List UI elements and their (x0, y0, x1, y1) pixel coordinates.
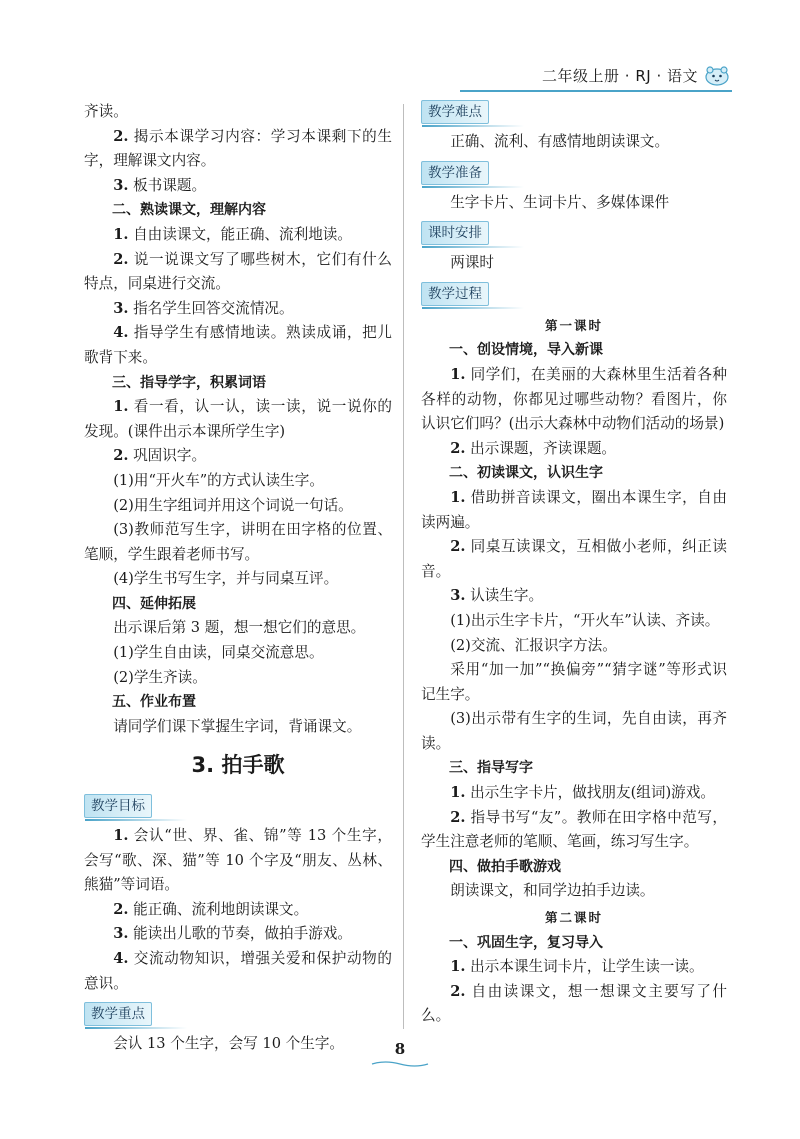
tag-teaching-preparation: 教学准备 (421, 161, 489, 185)
paragraph: (3)出示带有生字的生词，先自由读，再齐读。 (421, 710, 727, 752)
paragraph: 1. 借助拼音读课文，圈出本课生字，自由读两遍。 (421, 488, 727, 531)
section-heading: 二、初读课文，认识生字 (449, 465, 603, 482)
paragraph: 3. 指名学生回答交流情况。 (113, 299, 294, 317)
paragraph: 1. 同学们，在美丽的大森林里生活着各种各样的动物，你都见过哪些动物？看图片，你认识它们吗？(出示大森林中动物们活动的场景) (421, 365, 727, 433)
paragraph: (1)出示生字卡片，“开火车”认读、齐读。 (450, 611, 720, 629)
paragraph: 2. 说一说课文写了哪些树木，它们有什么特点，同桌进行交流。 (84, 250, 392, 293)
paragraph: 齐读。 (84, 103, 128, 120)
paragraph: 2. 能正确、流利地朗读课文。 (113, 900, 309, 918)
paragraph: 3. 板书课题。 (113, 176, 207, 194)
paragraph: (1)用“开火车”的方式认读生字。 (113, 471, 324, 489)
section-heading: 三、指导学字，积累词语 (112, 374, 266, 391)
paragraph: 2. 出示课题，齐读课题。 (450, 439, 617, 457)
paragraph: 请同学们课下掌握生字词，背诵课文。 (113, 717, 362, 735)
period-heading: 第二课时 (544, 910, 603, 926)
paragraph: (4)学生书写生字，并与同桌互评。 (113, 570, 339, 588)
paragraph: (2)学生齐读。 (113, 668, 207, 686)
paragraph: 4. 指导学生有感情地读。熟读成诵，把儿歌背下来。 (84, 324, 392, 366)
tag-teaching-difficulty: 教学难点 (421, 100, 489, 124)
paragraph: 1. 自由读课文，能正确、流利地读。 (113, 225, 352, 243)
paragraph: 2. 揭示本课学习内容：学习本课剩下的生字，理解课文内容。 (84, 127, 392, 170)
section-heading: 五、作业布置 (112, 694, 196, 711)
page-number-ornament (370, 1060, 430, 1068)
section-heading: 三、指导写字 (449, 760, 533, 777)
paragraph: 2. 巩固识字。 (113, 447, 207, 465)
left-column (84, 100, 392, 1057)
paragraph: 2. 指导书写“友”。教师在田字格中范写，学生注意老师的笔顺、笔画，练习写生字。 (421, 808, 727, 851)
header-rule (460, 90, 732, 92)
column-divider (403, 104, 404, 1029)
paragraph: 1. 会认“世、界、雀、锦”等 13 个生字，会写“歌、深、猫”等 10 个字及“朋友、丛林、熊猫”等词语。 (84, 827, 392, 894)
paragraph: 正确、流利、有感情地朗读课文。 (450, 133, 670, 150)
section-heading: 四、延伸拓展 (112, 595, 196, 612)
paragraph: 会认 13 个生字，会写 10 个生字。 (113, 1035, 345, 1053)
paragraph: 1. 出示本课生词卡片，让学生读一读。 (450, 958, 704, 976)
paragraph: 生字卡片、生词卡片、多媒体课件 (450, 193, 670, 211)
paragraph: 出示课后第 3 题，想一想它们的意思。 (113, 619, 366, 637)
paragraph: 2. 自由读课文，想一想课文主要写了什么。 (421, 982, 727, 1025)
paragraph: 两课时 (450, 254, 494, 272)
section-heading: 一、巩固生字，复习导入 (449, 934, 603, 951)
right-column (421, 100, 727, 1029)
section-heading: 二、熟读课文，理解内容 (112, 202, 266, 219)
tag-teaching-goals: 教学目标 (84, 794, 152, 818)
paragraph: 朗读课文，和同学边拍手边读。 (450, 882, 655, 900)
tag-teaching-focus: 教学重点 (84, 1002, 152, 1026)
paragraph: 采用“加一加”“换偏旁”“猜字谜”等形式识记生字。 (421, 661, 727, 703)
section-heading: 一、创设情境，导入新课 (449, 342, 603, 359)
paragraph: 1. 看一看，认一认，读一读，说一说你的发现。(课件出示本课所学生字) (84, 398, 392, 440)
paragraph: 4. 交流动物知识，增强关爱和保护动物的意识。 (84, 950, 392, 992)
paragraph: (2)用生字组词并用这个词说一句话。 (113, 496, 353, 514)
page-number: 8 (394, 1040, 406, 1058)
paragraph: 3. 能读出儿歌的节奏，做拍手游戏。 (113, 925, 352, 943)
page-header (542, 64, 730, 86)
tag-class-schedule: 课时安排 (421, 221, 489, 245)
paragraph: (1)学生自由读，同桌交流意思。 (113, 644, 324, 662)
paragraph: 3. 认读生字。 (450, 587, 544, 605)
header-title: 二年级上册 · RJ · 语文 (542, 66, 698, 85)
period-heading: 第一课时 (544, 317, 603, 333)
paragraph: (3)教师范写生字，讲明在田字格的位置、笔顺，学生跟着老师书写。 (84, 521, 392, 563)
mascot-icon (704, 64, 730, 86)
lesson-title: 3. 拍手歌 (191, 753, 285, 778)
paragraph: 1. 出示生字卡片，做找朋友(组词)游戏。 (450, 784, 715, 802)
section-heading: 四、做拍手歌游戏 (449, 858, 561, 875)
paragraph: (2)交流、汇报识字方法。 (450, 636, 617, 654)
paragraph: 2. 同桌互读课文，互相做小老师，纠正读音。 (421, 538, 727, 580)
tag-teaching-process: 教学过程 (421, 282, 489, 306)
